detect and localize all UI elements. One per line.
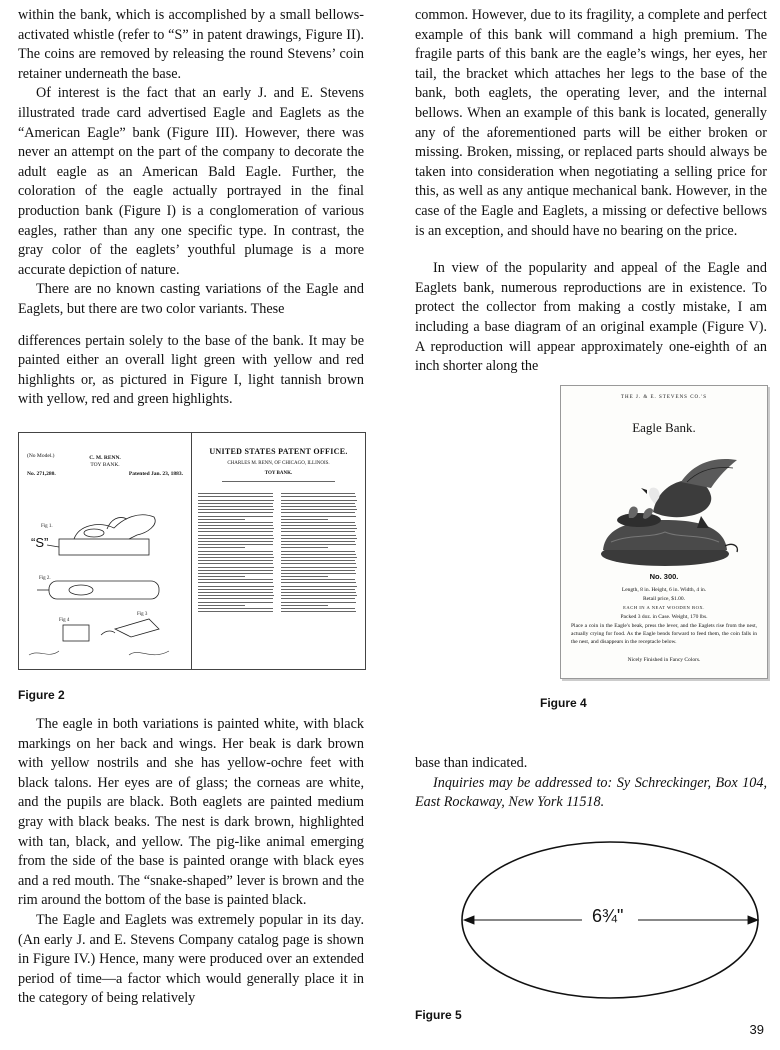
patent-text-line — [198, 496, 273, 497]
patent-text-line — [281, 560, 356, 561]
svg-text:Fig 3: Fig 3 — [137, 612, 148, 617]
paragraph: There are no known casting variations of the Eagle and Eaglets, but there are two color variants. These — [18, 281, 364, 317]
patent-text-line — [198, 595, 274, 596]
patent-text-line — [198, 538, 274, 539]
s-label: “S” — [31, 535, 49, 550]
patent-text-line — [198, 512, 273, 513]
patent-text-line — [281, 525, 356, 526]
patent-text-line — [281, 557, 357, 558]
figure-2-patent — [18, 432, 366, 670]
inquiries-paragraph: Inquiries may be addressed to: Sy Schreckinger, Box 104, East Rockaway, New York 11518. — [415, 774, 767, 811]
svg-text:Fig 2.: Fig 2. — [39, 576, 51, 581]
patent-text-line — [281, 602, 356, 603]
figure-4-catalog-page — [560, 385, 768, 679]
patent-text-line — [281, 611, 356, 612]
patent-text-line — [281, 538, 357, 539]
patent-drawings — [19, 433, 191, 669]
patent-office-inventor: CHARLES M. RENN, OF CHICAGO, ILLINOIS. — [227, 461, 330, 466]
patent-date: Patented Jan. 23, 1883. — [128, 471, 183, 477]
patent-text-line — [198, 506, 273, 507]
patent-text-line — [281, 506, 356, 507]
patent-text-line — [281, 503, 356, 504]
patent-text-line — [198, 605, 245, 606]
patent-text-line — [281, 509, 357, 510]
patent-specification-sheet — [192, 433, 365, 669]
patent-text-line — [198, 592, 273, 593]
patent-text-line — [281, 586, 357, 587]
patent-text-line — [198, 531, 273, 532]
paragraph: common. However, due to its fragility, a complete and perfect example of this bank will command a high premium. The fragile parts of this bank are the eagle’s wings, her eyes, her tail, the bracket which attaches her legs to the base of the bank, both eaglets, the operating lever, and the internal bellows. When an example of this bank is located, generally any of the aforementioned parts will be either broken or missing. Broken, missing, or replaced parts should always be taken into consideration when negotiating a selling price for this, as well as any antique mechanical bank. However, in the case of the Eagle and Eaglets, a missing or defective bellows is an exception, and should have no bearing on the price. — [415, 7, 767, 239]
page-number: 39 — [749, 1022, 764, 1037]
patent-text-line — [281, 598, 356, 599]
paragraph: differences pertain solely to the base of the bank. It may be painted either an overall light green with yellow and red highlights or, as pictured in Figure I, light tannish brown with yellow, red and green highlights. — [18, 332, 364, 408]
patent-text-line — [198, 551, 273, 552]
patent-text-line — [281, 541, 356, 542]
patent-text-line — [281, 551, 356, 552]
patent-text-line — [198, 525, 273, 526]
patent-text-line — [281, 608, 356, 609]
patent-text-line — [198, 547, 245, 548]
patent-text-line — [281, 493, 356, 494]
patent-text-line — [198, 528, 274, 529]
patent-text-line — [198, 608, 273, 609]
patent-text-line — [281, 496, 356, 497]
patent-number: No. 271,280. — [27, 471, 56, 477]
patent-office-subject: TOY BANK. — [264, 471, 293, 476]
patent-text-line — [281, 522, 356, 523]
patent-text-line — [281, 563, 356, 564]
patent-text-line — [198, 535, 273, 536]
figure-5-base-diagram — [430, 838, 766, 1004]
patent-text-line — [281, 573, 356, 574]
patent-text-line — [281, 512, 356, 513]
eagle-bank-illustration — [561, 442, 767, 572]
patent-text-line — [198, 563, 273, 564]
patent-text-line — [198, 519, 245, 520]
patent-text-line — [198, 516, 273, 517]
patent-text-line — [281, 589, 356, 590]
patent-text-line — [281, 570, 356, 571]
catalog-finish: Nicely Finished in Fancy Colors. — [627, 657, 701, 663]
patent-text-line — [198, 589, 273, 590]
patent-text-line — [198, 493, 273, 494]
patent-office-title: UNITED STATES PATENT OFFICE. — [209, 447, 348, 456]
catalog-price: Retail price, $1.00. — [642, 596, 685, 602]
patent-model-note: (No Model.) — [27, 453, 55, 459]
patent-text-line — [198, 576, 245, 577]
patent-text-line — [198, 579, 273, 580]
catalog-header: THE J. & E. STEVENS CO.'S — [620, 395, 708, 400]
figure-2-caption: Figure 2 — [18, 688, 65, 702]
patent-text-line — [281, 528, 357, 529]
patent-text-line — [281, 500, 357, 501]
catalog-bank-name: Eagle Bank. — [632, 420, 696, 435]
paragraph: within the bank, which is accomplished by a small bellows-activated whistle (refer to “S” in patent drawings, Figure II). The coins are removed by releasing the round Stevens’ coin retainer underneath the base. — [18, 7, 364, 82]
patent-text-line — [198, 500, 274, 501]
paragraph: The Eagle and Eaglets was extremely popular in its day. (An early J. and E. Stevens Company catalog page is shown in Figure IV.) Hence, many were produced over an extended period of time—a factor which would generally place it in the category of being relatively — [18, 911, 364, 1007]
patent-text-line — [281, 535, 356, 536]
left-column-top — [18, 6, 364, 410]
patent-text-line — [198, 522, 273, 523]
patent-text-line — [198, 582, 273, 583]
right-column-top — [415, 6, 767, 377]
patent-text-line — [281, 519, 328, 520]
patent-text-line — [281, 516, 356, 517]
left-column-bottom — [18, 715, 364, 1009]
patent-text-line — [281, 576, 328, 577]
figure-4-caption: Figure 4 — [540, 696, 587, 710]
patent-text-line — [198, 586, 274, 587]
patent-text-line — [281, 579, 356, 580]
patent-text-line — [198, 541, 273, 542]
patent-text-line — [198, 544, 273, 545]
base-measurement: 6¾" — [592, 906, 624, 926]
patent-text-line — [198, 560, 273, 561]
patent-text-line — [198, 602, 273, 603]
patent-text-line — [198, 554, 273, 555]
catalog-dimensions: Length, 8 in. Height, 6 in. Width, 4 in. — [621, 587, 707, 593]
svg-text:Fig 4: Fig 4 — [59, 618, 70, 623]
patent-subject: TOY BANK. — [90, 462, 120, 468]
figure-5-caption: Figure 5 — [415, 1008, 462, 1022]
patent-text-line — [198, 557, 274, 558]
patent-text-line — [198, 567, 274, 568]
right-column-bottom — [415, 754, 767, 813]
patent-text-line — [198, 598, 273, 599]
patent-text-line — [198, 611, 273, 612]
patent-text-line — [281, 554, 356, 555]
patent-text-line — [281, 567, 357, 568]
patent-text-line — [281, 595, 357, 596]
patent-text-line — [281, 544, 356, 545]
patent-text-line — [198, 503, 273, 504]
patent-text-line — [281, 531, 356, 532]
patent-drawing-sheet — [19, 433, 192, 669]
patent-text-line — [198, 509, 274, 510]
patent-inventor: C. M. RENN. — [89, 455, 121, 461]
catalog-box-note: EACH IN A NEAT WOODEN BOX. — [623, 605, 705, 610]
paragraph: The eagle in both variations is painted white, with black markings on her back and wings. Her beak is dark brown with yellow nostrils and she has yellow-ochre feet with black talons. Her eyes are of glass; the corneas are white, and the pupils are black. Both eaglets are painted medium gray with black beaks. The nest is dark brown, highlighted with tan, black, and yellow. The pig-like animal emerging from the side of the base is painted orange with black eyes and a red mouth. The “snake-shaped” lever is brown and the rim around the bottom of the base is painted black. — [18, 716, 364, 909]
patent-text-line — [281, 605, 328, 606]
patent-text-line — [281, 582, 356, 583]
paragraph: In view of the popularity and appeal of the Eagle and Eaglets bank, numerous reproductions are in existence. To protect the collector from making a costly mistake, I am including a base diagram of an original example (Figure V). A reproduction will appear approximately one-eighth of an inch shorter along the — [415, 260, 767, 375]
catalog-packing: Packed 3 doz. in Case. Weight, 170 lbs. — [620, 614, 708, 620]
paragraph: base than indicated. — [415, 755, 528, 771]
patent-text-line — [198, 573, 273, 574]
patent-text-line — [198, 570, 273, 571]
patent-text-line — [281, 547, 328, 548]
catalog-description: Place a coin in the Eagle's beak, press the lever, and the Eaglets rise from the nest, actually crying for food. As the Eagle bends forward to feed them, the coin falls in the nest, and disappears in the receptacle below. — [571, 623, 757, 645]
svg-text:Fig 1.: Fig 1. — [41, 524, 53, 529]
catalog-number: No. 300. — [649, 572, 679, 581]
patent-text-columns — [198, 491, 359, 661]
paragraph: Of interest is the fact that an early J. and E. Stevens illustrated trade card advertised Eagle and Eaglets as the “American Eagle” bank (Figure III). However, there was never an attempt on the part of the company to decorate the adult eagle as an American Bald Eagle. Further, the coloration of the eagle actually portrayed in the final production bank (Figure I) is a conglomeration of various eagles, rather than any one specific type. In contrast, the gray color of the eaglets’ youthful plumage is a more accurate depiction of nature. — [18, 85, 364, 278]
patent-text-line — [281, 592, 356, 593]
